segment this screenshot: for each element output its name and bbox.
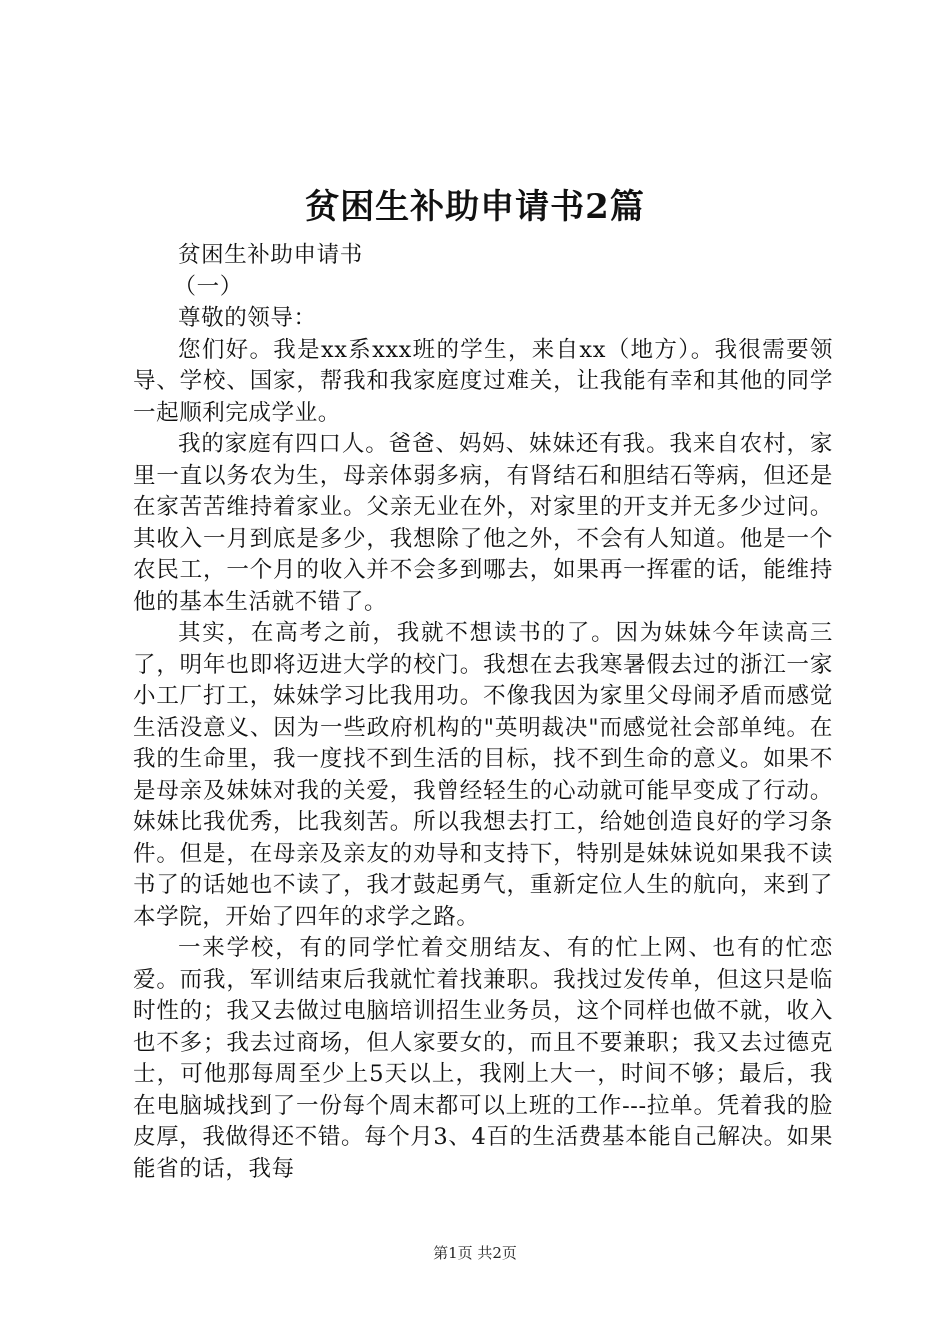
document-title: 贫困生补助申请书2篇 — [305, 187, 645, 227]
paragraph: 我的家庭有四口人。爸爸、妈妈、妹妹还有我。我来自农村，家里一直以务农为生，母亲体弱多病，有肾结石和胆结石等病，但还是在家苦苦维持着家业。父亲无业在外，对家里的开支并无多少过问。其收入一月到底是多少，我想除了他之外，不会有人知道。他是一个农民工，一个月的收入并不会多到哪去，如果再一挥霍的话，能维持他的基本生活就不错了。 — [133, 431, 833, 615]
page-footer: 第1页 共2页 — [433, 1244, 517, 1262]
document-body — [133, 240, 833, 1185]
paragraph: 您们好。我是xx系xxx班的学生，来自xx（地方）。我很需要领导、学校、国家，帮我和我家庭度过难关，让我能有幸和其他的同学一起顺利完成学业。 — [133, 336, 833, 426]
document-subtitle: 贫困生补助申请书 — [178, 242, 363, 268]
paragraph: 其实，在高考之前，我就不想读书的了。因为妹妹今年读高三了，明年也即将迈进大学的校门。我想在去我寒暑假去过的浙江一家小工厂打工，妹妹学习比我用功。不像我因为家里父母闹矛盾而感觉生活没意义、因为一些政府机构的"英明裁决"而感觉社会部单纯。在我的生命里，我一度找不到生活的目标，找不到生命的意义。如果不是母亲及妹妹对我的关爱，我曾经轻生的心动就可能早变成了行动。妹妹比我优秀，比我刻苦。所以我想去打工，给她创造良好的学习条件。但是，在母亲及亲友的劝导和支持下，特别是妹妹说如果我不读书了的话她也不读了，我才鼓起勇气，重新定位人生的航向，来到了本学院，开始了四年的求学之路。 — [133, 620, 833, 930]
paragraph: 一来学校，有的同学忙着交朋结友、有的忙上网、也有的忙恋爱。而我，军训结束后我就忙着找兼职。我找过发传单，但这只是临时性的；我又去做过电脑培训招生业务员，这个同样也做不就，收入也不多；我去过商场，但人家要女的，而且不要兼职；我又去过德克士，可他那每周至少上5天以上，我刚上大一，时间不够；最后，我在电脑城找到了一份每个周末都可以上班的工作---拉单。凭着我的脸皮厚，我做得还不错。每个月3、4百的生活费基本能自己解决。如果能省的话，我每 — [133, 935, 833, 1182]
section-number: （一） — [173, 273, 243, 300]
salutation: 尊敬的领导： — [178, 305, 317, 331]
